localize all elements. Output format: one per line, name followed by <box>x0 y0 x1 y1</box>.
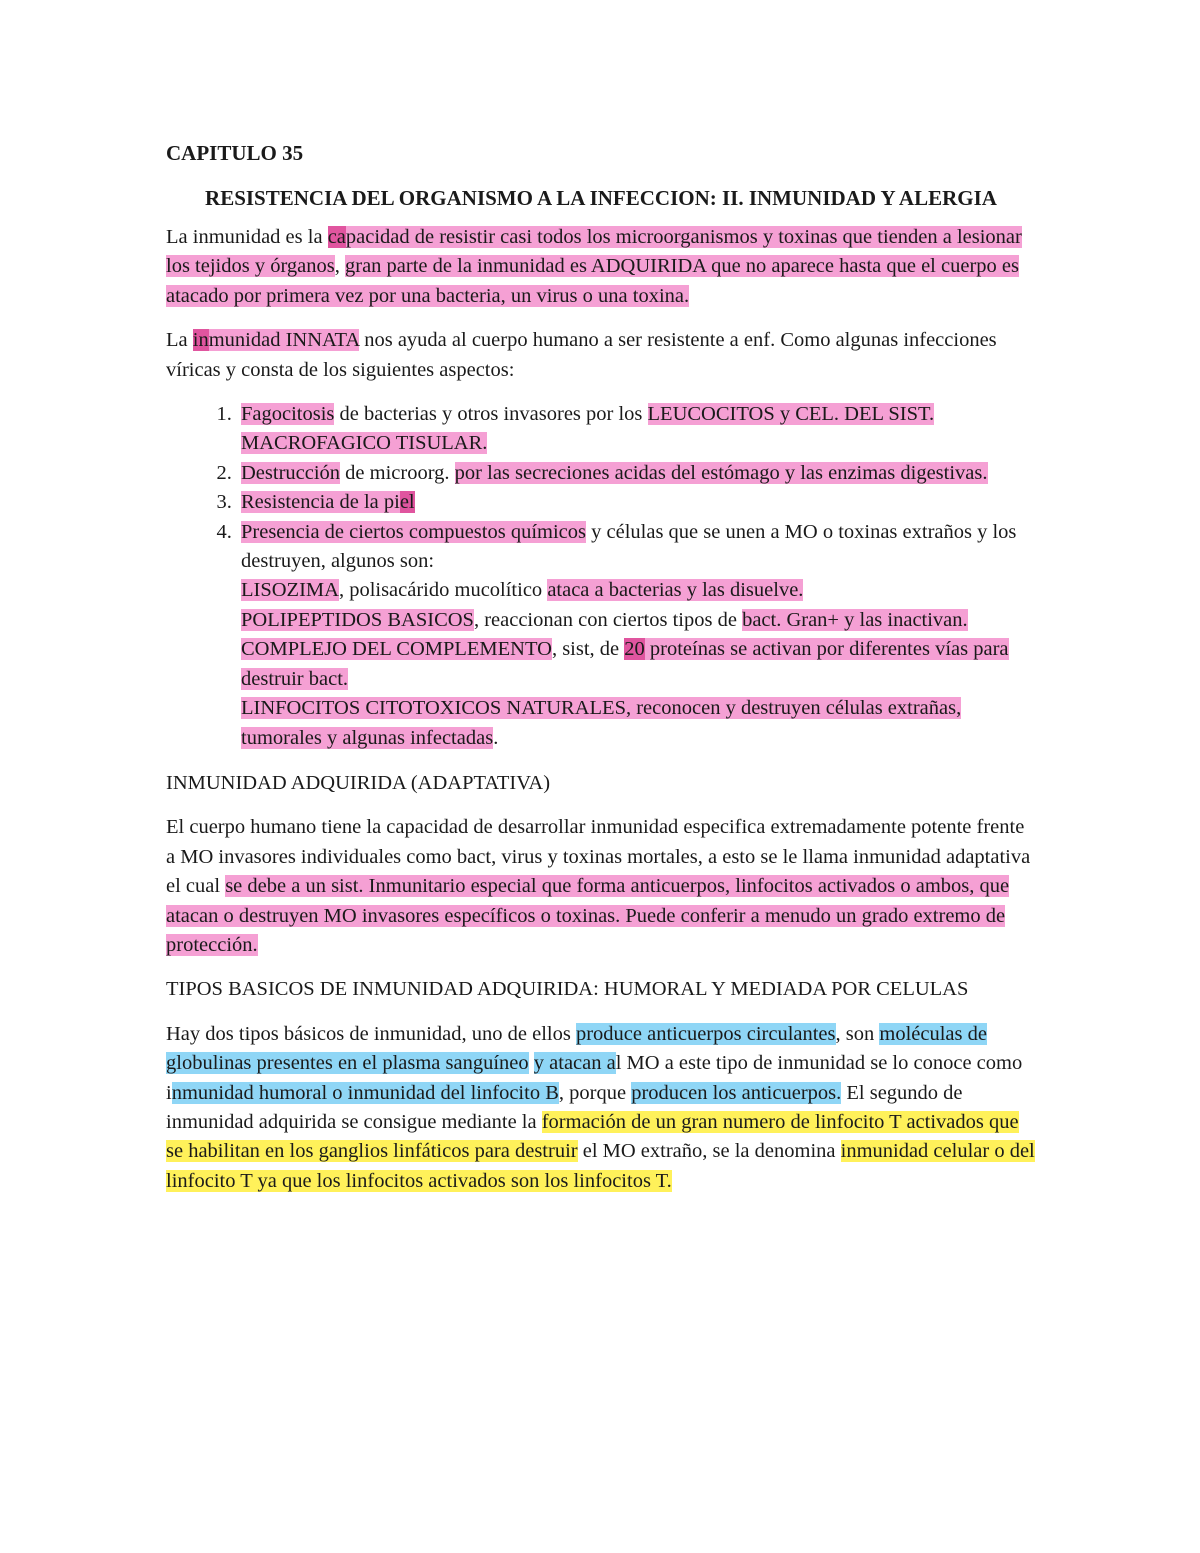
highlight-pink: por las secreciones acidas del estómago y las enzimas digestivas. <box>454 461 988 484</box>
highlight-pink: ataca a bacterias y las disuelve. <box>547 579 804 602</box>
highlight-pink: COMPLEJO DEL COMPLEMENTO <box>241 638 552 661</box>
section-heading-tipos: TIPOS BASICOS DE INMUNIDAD ADQUIRIDA: HUMORAL Y MEDIADA POR CELULAS <box>166 978 969 1001</box>
text-run: El cuerpo humano tiene la capacidad de desarrollar inmunidad especifica extremadamente potente frente a MO invasores individuales como bact, virus y toxinas mortales, a esto se le llama inmunidad adaptativa el cual <box>166 816 1031 898</box>
highlight-pink: Fagocitosis <box>241 403 335 426</box>
text-run: Hay dos tipos básicos de inmunidad, uno de ellos <box>166 1022 576 1045</box>
highlight-pink: munidad INNATA <box>208 329 360 352</box>
text-run: La <box>166 329 193 352</box>
list-item <box>237 459 1036 488</box>
highlight-pink: Destrucción <box>241 461 341 484</box>
text-run: . <box>493 726 499 749</box>
list-item <box>237 488 1036 517</box>
highlight-pink: LINFOCITOS CITOTOXICOS NATURALES, reconocen y destruyen células extrañas, tumorales y algunas infectadas <box>241 697 962 749</box>
text-run: de microorg. <box>340 461 455 484</box>
paragraph-tipos-inmunidad <box>166 1020 1036 1196</box>
paragraph-inmunidad-innata <box>166 326 1036 385</box>
text-run: , polisacárido mucolítico <box>338 579 548 602</box>
highlight-yellow: formación de un gran numero de linfocito T activados que se habilitan en los ganglios linfáticos para destruir <box>166 1110 1019 1163</box>
text-run: el MO extraño, se la denomina <box>577 1140 841 1163</box>
text-run: , reaccionan con ciertos tipos de <box>473 608 743 631</box>
highlight-pink: pacidad de resistir casi todos los microorganismos y toxinas que tienden a lesionar los tejidos y órganos <box>166 226 1022 278</box>
highlight-dark-pink: 20 <box>624 638 645 661</box>
highlight-dark-pink: el <box>399 491 415 514</box>
highlight-dark-pink: ca <box>327 226 346 248</box>
highlight-blue: nmunidad humoral o inmunidad del linfocito B <box>171 1081 559 1104</box>
highlight-pink: proteínas se activan por diferentes vías para destruir bact. <box>241 638 1009 690</box>
text-run: l MO a este tipo de inmunidad se lo conoce como i <box>166 1052 1023 1104</box>
highlight-blue: produce anticuerpos circulantes <box>575 1022 836 1045</box>
highlight-blue: producen los anticuerpos. <box>631 1081 842 1104</box>
highlight-pink: LEUCOCITOS y CEL. DEL SIST. MACROFAGICO TISULAR. <box>241 403 935 455</box>
text-run <box>529 1052 534 1074</box>
highlight-dark-pink: in <box>192 329 209 352</box>
aspects-list <box>166 400 1036 753</box>
highlight-pink: se debe a un sist. Inmunitario especial que forma anticuerpos, linfocitos activados o ambos, que atacan o destruyen MO invasores específicos o toxinas. Puede conferir a menudo un grado extremo de protección. <box>166 875 1010 956</box>
highlight-pink: bact. Gran+ y las inactivan. <box>742 608 968 631</box>
text-run: , <box>334 255 345 278</box>
document-body <box>166 138 1036 1196</box>
list-item <box>237 518 1036 753</box>
text-run: , son <box>835 1022 880 1045</box>
section-heading-adquirida: INMUNIDAD ADQUIRIDA (ADAPTATIVA) <box>166 771 551 794</box>
text-run: y células que se unen a MO o toxinas extraños y los destruyen, algunos son: <box>241 520 1017 573</box>
highlight-blue: moléculas de globulinas presentes en el plasma sanguíneo <box>166 1022 987 1075</box>
document-title: RESISTENCIA DEL ORGANISMO A LA INFECCION: II. INMUNIDAD Y ALERGIA <box>205 186 997 210</box>
highlight-blue: y atacan a <box>533 1052 616 1075</box>
text-run: El segundo de inmunidad adquirida se consigue mediante la <box>166 1081 963 1133</box>
paragraph-inmunidad-definition <box>166 223 1036 311</box>
highlight-pink: gran parte de la inmunidad es ADQUIRIDA que no aparece hasta que el cuerpo es atacado por primera vez por una bacteria, un virus o una toxina. <box>166 255 1019 307</box>
highlight-yellow: inmunidad celular o del linfocito T ya que los linfocitos activados son los linfocitos T. <box>166 1140 1035 1192</box>
paragraph-inmunidad-adaptativa <box>166 813 1036 960</box>
text-run: de bacterias y otros invasores por los <box>334 403 648 426</box>
text-run: La inmunidad es la <box>166 226 328 248</box>
text-run: , porque <box>558 1081 632 1104</box>
highlight-pink: LISOZIMA <box>241 579 339 602</box>
chapter-heading: CAPITULO 35 <box>166 141 304 165</box>
text-run: nos ayuda al cuerpo humano a ser resistente a enf. Como algunas infecciones víricas y consta de los siguientes aspectos: <box>166 329 997 381</box>
highlight-pink: Presencia de ciertos compuestos químicos <box>241 520 586 543</box>
text-run: , sist, de <box>551 638 625 661</box>
highlight-pink: Resistencia de la pi <box>241 491 400 514</box>
list-item <box>237 400 1036 459</box>
highlight-pink: POLIPEPTIDOS BASICOS <box>241 608 474 631</box>
